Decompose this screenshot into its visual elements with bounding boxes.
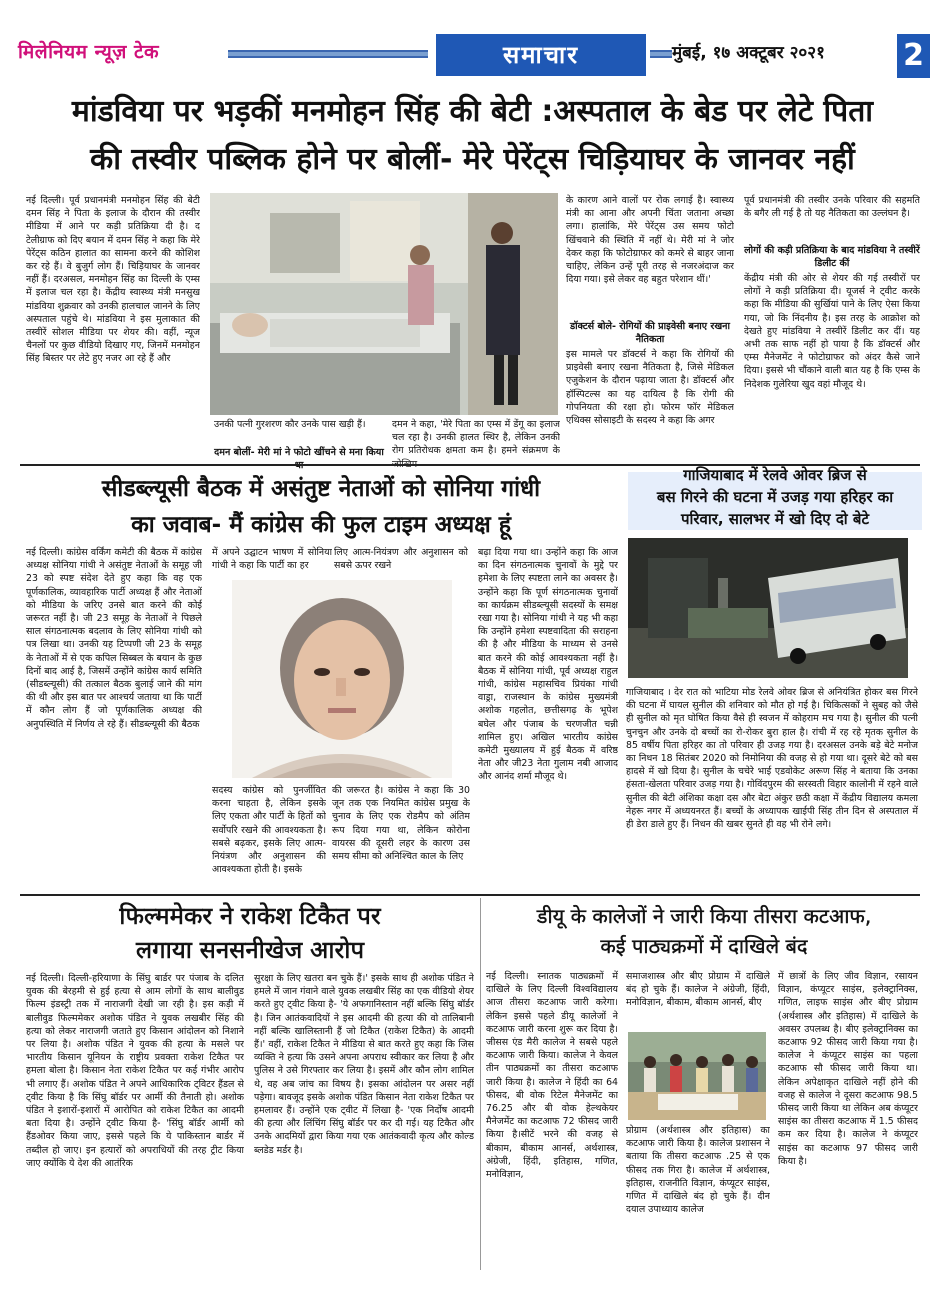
- dateline: मुंबई, १७ अक्टूबर २०२१: [672, 43, 825, 63]
- page-number: 2: [892, 34, 930, 78]
- story2-col2-bottom: सदस्य कांग्रेस को पुनर्जीवित करना चाहता है, लेकिन इसके लिए एकता और पार्टी के हितों को सर्वोपरि रखने की आवश्यकता है। सबसे बढ़कर, इसके लिए आत्म-नियंत्रण और अनुशासन की आवश्यकता होती है। इसके: [212, 785, 326, 876]
- story4-col1: नई दिल्ली। दिल्ली-हरियाणा के सिंघु बार्डर पर पंजाब के दलित युवक की बेरहमी से हुई हत्या से आम लोगों के साथ बालीवुड फिल्म इंडस्ट्री तक में नाराजगी देखी जा रही है। इस कड़ी में बालीवुड फिल्ममेकर अशोक पंडित ने युवक लखबीर सिंह की हत्या को लेकर नाराजगी जताते हुए किसान आंदोलन को निशाने पर लिया है। अशोक पंडित ने युवक की हत्या के मसले पर भारतीय किसान यूनियन के राष्ट्रीय प्रवक्ता राकेश टिकैत पर हमला बोला है। किसान नेता राकेश टिकैत पर कई गंभीर आरोप भी लगाए हैं। अशोक पंडित ने अपने आधिकारिक ट्विटर हैंडल से ट्वीट किया है कि सिंघु बॉर्डर पर आर्मी की तैनाती हो। अशोक पंडित ने इशारों-इशारों में आरोपित को राकेश टिकैत का आदमी बता दिया है। उन्होंने ट्वीट किया है- 'सिंघु बॉर्डर आर्मी को हैंडओवर किया जाए, इससे पहले कि ये पाकिस्तान बार्डर में तब्दील हो जाए। इन हत्यारों को अपराधियों की तरह ट्रीट किया जाए क्योंकि ये देश की आतंरिक: [26, 973, 244, 1169]
- story2-col4: बढ़ा दिया गया था। उन्होंने कहा कि आज का दिन संगठनात्मक चुनावों के मुद्दे पर हमेशा के लिए स्पष्टता लाने का अवसर है। उन्होंने कहा कि पूर्ण संगठनात्मक चुनावों का कार्यक्रम सीडब्ल्यूसी सदस्यों के समक्ष रखा गया है। सोनिया गांधी ने यह भी कहा कि उन्होंने हमेशा स्पष्टवादिता की सराहना की है और मीडिया के माध्यम से उनसे बात करने की कोई आवश्यकता नहीं है। बैठक में सोनिया गांधी, पूर्व अध्यक्ष राहुल गांधी, कांग्रेस महासचिव प्रियंका गांधी वाड्रा, राजस्थान के कांग्रेस मुख्यमंत्री अशोक गहलोत, छत्तीसगढ़ के भूपेश बघेल और पंजाब के चरणजीत चन्नी शामिल हुए। अखिल भारतीय कांग्रेस कमेटी मुख्यालय में हुई बैठक में वरिष्ठ नेता और जी23 नेता गुलाम नबी आजाद और आनंद शर्मा मौजूद थे।: [478, 547, 618, 783]
- sonia-gandhi-portrait: [232, 580, 452, 778]
- story1-col4: के कारण आने वालों पर रोक लगाई है। स्वास्थ्य मंत्री का आना और अपनी चिंता जताना अच्छा लगा। हालांकि, मेरे पेरेंट्स उस समय फोटो खिंचवाने की स्थिति में नहीं थे। मेरी मां ने जोर देकर कहा कि फोटोग्राफर को कमरे से बाहर जाना चाहिए, लेकिन उन्हें पूरी तरह से नजरअंदाज कर दिया गया। इसे लेकर वह बहुत परेशान थीं।': [566, 195, 734, 286]
- story5-headline-line2: कई पाठ्यक्रमों में दाखिले बंद: [600, 934, 808, 958]
- story3-headline-line1: गाजियाबाद में रेलवे ओवर ब्रिज से: [683, 466, 867, 484]
- story1-headline-line1: मांडविया पर भड़कीं मनमोहन सिंह की बेटी :अस्पताल के बेड पर लेटे पिता: [71, 94, 874, 129]
- story2-headline-line1: सीडब्ल्यूसी बैठक में असंतुष्ट नेताओं को सोनिया गांधी: [101, 476, 541, 502]
- story1-col3: दमन ने कहा, 'मेरे पिता का एम्स में डेंगू का इलाज चल रहा है। उनकी हालत स्थिर है, लेकिन उनकी रोग प्रतिरोधक क्षमता कम है। हमने संक्रमण के: [392, 419, 560, 457]
- story1-col5b: केंद्रीय मंत्री की ओर से शेयर की गई तस्वीरों पर लोगों ने कड़ी प्रतिक्रिया दी। यूजर्स ने ट्वीट करके कहा कि मीडिया की सुर्खियां पाने के लिए ऐसा किया गया, जो कि निंदनीय है। इस तरह के आक्रोश को देखते हुए मांडविया ने तस्वीरें डिलीट कर दीं। यह अभी तक साफ नहीं हो पाया है कि डॉक्टर्स और एम्स मैनेजमेंट ने फोटोग्राफर को अंदर कैसे जाने दिया। इससे भी चौंकाने वाली बात यह है कि एम्स के निदेशक गुलेरिया खुद वहां मौजूद थे।: [744, 273, 920, 390]
- story5-col3: में छात्रों के लिए जीव विज्ञान, रसायन विज्ञान, कंप्यूटर साइंस, इलेक्ट्रानिक्स, गणित, लाइफ साइंस और बीए प्रोग्राम (अर्थशास्त्र और इतिहास) में दाखिले के अवसर उपलब्ध है। बीए इलेक्ट्रानिक्स का कटआफ 92 फीसद जारी किया गया है। कालेज ने कंप्यूटर साइंस का पहला कटआफ सौ फीसद जारी किया था। लेकिन अपेक्षाकृत दाखिले नहीं होने की वजह से कालेज ने दूसरा कटआफ 98.5 फीसद जारी किया था लेकिन अब कंप्यूटर साइंस का तीसरा कटआफ में 1.5 फीसद कम कर दिया है। कालेज ने कंप्यूटर साइंस का कटआफ 97 फीसद जारी किया है।: [778, 971, 918, 1167]
- story1-col4b: इस मामले पर डॉक्टर्स ने कहा कि रोगियों की प्राइवेसी बनाए रखना नैतिकता है, जिसे मेडिकल एजुकेशन के दौरान पढ़ाया जाता है। डॉक्टर्स और हॉस्पिटल्स का यह दायित्व है कि रोगी की गोपनियता की रक्षा हो। फोरम फॉर मेडिकल एथिक्स सोसाइटी के सदस्य ने कहा कि अगर: [566, 349, 734, 427]
- story5-col2-top: समाजशास्त्र और बीए प्रोग्राम में दाखिले बंद हो चुके हैं। कालेज ने अंग्रेजी, हिंदी, मनोविज्ञान, बीकाम, बीकाम आनर्स, बीए: [626, 971, 770, 1009]
- sonia-gandhi-photo: [232, 580, 452, 778]
- story5-col1: नई दिल्ली। स्नातक पाठ्यक्रमों में दाखिले के लिए दिल्ली विश्वविद्यालय आज तीसरा कटआफ जारी करेगा। लेकिन इससे पहले डीयू कालेजों ने कटआफ जारी करना शुरू कर दिया है। जीसस एंड मैरी कालेज ने सबसे पहले कटआफ जारी किया। कालेज ने केवल तीन पाठ्यक्रमों का तीसरा कटआफ जारी किया है। कालेज ने हिंदी का 64 फीसद, बी वोक रिटेल मैनेजमेंट का 76.25 और बी वोक हेल्थकेयर मैनेजमेंट का कटआफ 72 फीसद जारी किया है।सीटें भरने की वजह से बीकाम, बीकाम आनर्स, अर्थशास्त्र, अंग्रेजी, हिंदी, इतिहास, गणित, मनोविज्ञान,: [486, 971, 618, 1181]
- masthead-rule-right: [650, 50, 672, 58]
- story3-body: गाजियाबाद । देर रात को भाटिया मोड रेलवे ओवर ब्रिज से अनियंत्रित होकर बस गिरने की घटना में घायल सुनील की शनिवार को मौत हो गई है। चिकित्सकों ने सुबह को जैसे ही सुनील को मृत घोषित किया वैसे ही स्वजन में कोहराम मच गया है। सुनील की पत्नी चुनचुन और उनके दो बच्चों का रो-रोकर बुरा हाल है। रांची में रह रहे मृतक सुनील के 85 वर्षीय पिता हरिहर का तो परिवार ही उजड़ गया है। दरअसल उनके बड़े बेटे मनोज का निधन 18 सितंबर 2020 को निमोनिया की वजह से हो गया था। दूसरे बेटे को बस हादसे में खो दिया है। सुनील के चचेरे भाई एडवोकेट अरूण सिंह ने बताया कि उनका हंसता-खेलता परिवार उजड़ गया है। गोविंदपुरम की सरस्वती विहार कालोनी में रहने वाले सुनील की बेटी अंशिका कक्षा दस और बेटा अंकुर छठी कक्षा में केंद्रीय विद्यालय कमला नेहरू नगर में अध्ययनरत हैं। बच्चों के अध्यापक खाईपी सिंह तीन दिन से अस्पताल में ही डेरा डाले हुए हैं। निधन की खबर सुनते ही वह भी रोने लगे।: [626, 687, 918, 831]
- story2-col3-top: लिए आत्म-नियंत्रण और अनुशासन को सबसे ऊपर रखने: [334, 547, 468, 572]
- newspaper-brand: मिलेनियम न्यूज़ टेक: [18, 41, 160, 63]
- story4-col2: सुरक्षा के लिए खतरा बन चुके हैं।' इसके साथ ही अशोक पंडित ने हमले में जान गंवाने वाले युवक लखबीर सिंह का एक वीडियो शेयर करते हुए ट्वीट किया है- 'ये अफगानिस्तान नहीं बल्कि सिंघु बॉर्डर है। जिन आतंकवादियों ने इस आदमी की हत्या की वो तालिबानी नहीं बल्कि खालिस्तानी हैं जो टिकैत (राकेश टिकैत) के आदमी हैं।' वहीं, राकेश टिकैत ने मीडिया से बात करते हुए कहा कि जिस व्यक्ति ने हत्या कि उसने अपना अपराध स्वीकार कर लिया है और पुलिस ने उसे गिरफ्तार कर लिया है। इसमें और कौन लोग शामिल थे, वह अब जांच का विषय है। इसका आंदोलन पर असर नहीं पड़ेगा। बावजूद इसके अशोक पंडित किसान नेता राकेश टिकैत पर हमलावर हैं। उन्होंने एक ट्वीट में लिखा है- 'एक निर्दोष आदमी की हत्या और लिंचिंग सिंघु बॉर्डर पर कर दी गई। यह टिकैत और उनके आदमियों द्वारा किया गया एक आतंकवादी कृत्य और कोल्ड ब्लडेड मर्डर है।: [254, 973, 474, 1156]
- story5-col2-bottom: प्रोग्राम (अर्थशास्त्र और इतिहास) का कटआफ जारी किया है। कालेज प्रशासन ने बताया कि तीसरा कटआफ .25 से एक फीसद तक गिरा है। कालेज में अर्थशास्त्र, इतिहास, राजनीति विज्ञान, कंप्यूटर साइंस, गणित में दाखिले बंद हो चुके हैं। दीन दयाल उपाध्याय कालेज: [626, 1125, 770, 1216]
- story3-headline-line3: परिवार, सालभर में खो दिए दो बेटे: [680, 510, 870, 528]
- story1-col1: नई दिल्ली। पूर्व प्रधानमंत्री मनमोहन सिंह की बेटी दमन सिंह ने पिता के इलाज के दौरान की तस्वीर मीडिया में आने पर कड़ी प्रतिक्रिया दी है। द टेलीग्राफ को दिए बयान में दमन सिंह ने कहा कि मेरे पेरेंट्स कठिन हालात का सामना करने की कोशिश कर रहे हैं। वे बुजुर्ग लोग हैं। चिड़ियाघर के जानवर नहीं हैं। दरअसल, मनमोहन सिंह का दिल्ली के एम्स में इलाज चल रहा है। केंद्रीय स्वास्थ्य मंत्री मनसुख मांडविया शुक्रवार को उनकी हालचाल जानने के लिए अस्पताल पहुंचे थे। मांडविया ने इस मुलाकात की तस्वीरें सोशल मीडिया पर शेयर की। वहीं, न्यूज चैनलों पर कुछ वीडियो दिखाए गए, जिनमें मनमोहन सिंह बिस्तर पर लेटे हुए नजर आ रहे हैं और: [26, 195, 200, 365]
- story2-col1: नई दिल्ली। कांग्रेस वर्किंग कमेटी की बैठक में कांग्रेस अध्यक्ष सोनिया गांधी ने असंतुष्ट नेताओं के समूह जी 23 को स्पष्ट संदेश देते हुए कहा कि वह एक पूर्णकालिक, व्यावहारिक पार्टी अध्यक्ष हैं और नेताओं को मीडिया के जरिए उनसे बात करने की कोई जरूरत नहीं है। जी 23 समूह के नेताओं ने पिछले साल संगठनात्मक बदलाव के लिए सोनिया गांधी को पत्र लिखा था। उनकी यह टिप्पणी जी 23 के समूह के नेताओं में से एक कपिल सिब्बल के बयान के कुछ दिनों बाद आई है, जिसमें उन्होंने कांग्रेस कार्य समिति (सीडब्ल्यूसी) की तत्काल बैठक बुलाई जाने की मांग की थी और इस बात पर आश्चर्य जताया था कि पार्टी में कौन लोग हैं जो पूर्णकालिक अध्यक्ष की अनुपस्थिति में निर्णय ले रहे हैं। सीडब्ल्यूसी की बैठक: [26, 547, 202, 730]
- story2-headline-line2: का जवाब- मैं कांग्रेस की फुल टाइम अध्यक्ष हूं: [131, 512, 511, 538]
- hospital-room-image: [210, 193, 558, 415]
- story1-headline-line2: की तस्वीर पब्लिक होने पर बोलीं- मेरे पेरेंट्स चिड़ियाघर के जानवर नहीं: [90, 142, 855, 177]
- story1-subhead-doctors: डॉक्टर्स बोले- रोगियों की प्राइवेसी बनाए रखना नैतिकता: [570, 321, 730, 345]
- du-students-image: [628, 1032, 766, 1120]
- story2-col2-top: में अपने उद्घाटन भाषण में सोनिया गांधी ने कहा कि पार्टी का हर: [212, 547, 332, 572]
- bus-crash-image: [628, 538, 908, 678]
- story2-col3-bottom: की जरूरत है। कांग्रेस ने कहा कि 30 जून तक एक नियमित कांग्रेस प्रमुख के चुनाव के लिए एक रोडमैप को अंतिम रूप दिया गया था, लेकिन कोरोना वायरस की दूसरी लहर के कारण उस समय सीमा को अनिश्चित काल के लिए: [332, 785, 470, 863]
- story1-subhead-deleted: लोगों की कड़ी प्रतिक्रिया के बाद मांडविया ने तस्वीरें डिलीट कीं: [744, 245, 920, 269]
- students-photo: [628, 1032, 766, 1120]
- divider-vertical-bottom: [480, 898, 481, 1270]
- bus-accident-photo: [628, 538, 908, 678]
- story4-headline-line1: फिल्ममेकर ने राकेश टिकैत पर: [119, 902, 381, 930]
- story1-subhead-daman: दमन बोलीं- मेरी मां ने फोटो खींचने से मना किया: [214, 447, 384, 458]
- masthead-rule-left: [228, 50, 428, 58]
- story1-photo-caption: उनकी पत्नी गुरशरण कौर उनके पास खड़ी हैं।: [214, 419, 366, 430]
- section-title: समाचार: [436, 34, 646, 76]
- divider-middle: [20, 894, 920, 896]
- masthead: [18, 34, 930, 78]
- hospital-photo: [210, 193, 558, 415]
- story3-headline-line2: बस गिरने की घटना में उजड़ गया हरिहर का: [656, 488, 894, 506]
- story1-col5: पूर्व प्रधानमंत्री की तस्वीर उनके परिवार की सहमति के बगैर ली गई है तो यह नैतिकता का उल्लंघन है।: [744, 195, 920, 220]
- story5-headline-line1: डीयू के कालेजों ने जारी किया तीसरा कटआफ,: [536, 904, 872, 928]
- story4-headline-line2: लगाया सनसनीखेज आरोप: [135, 936, 365, 964]
